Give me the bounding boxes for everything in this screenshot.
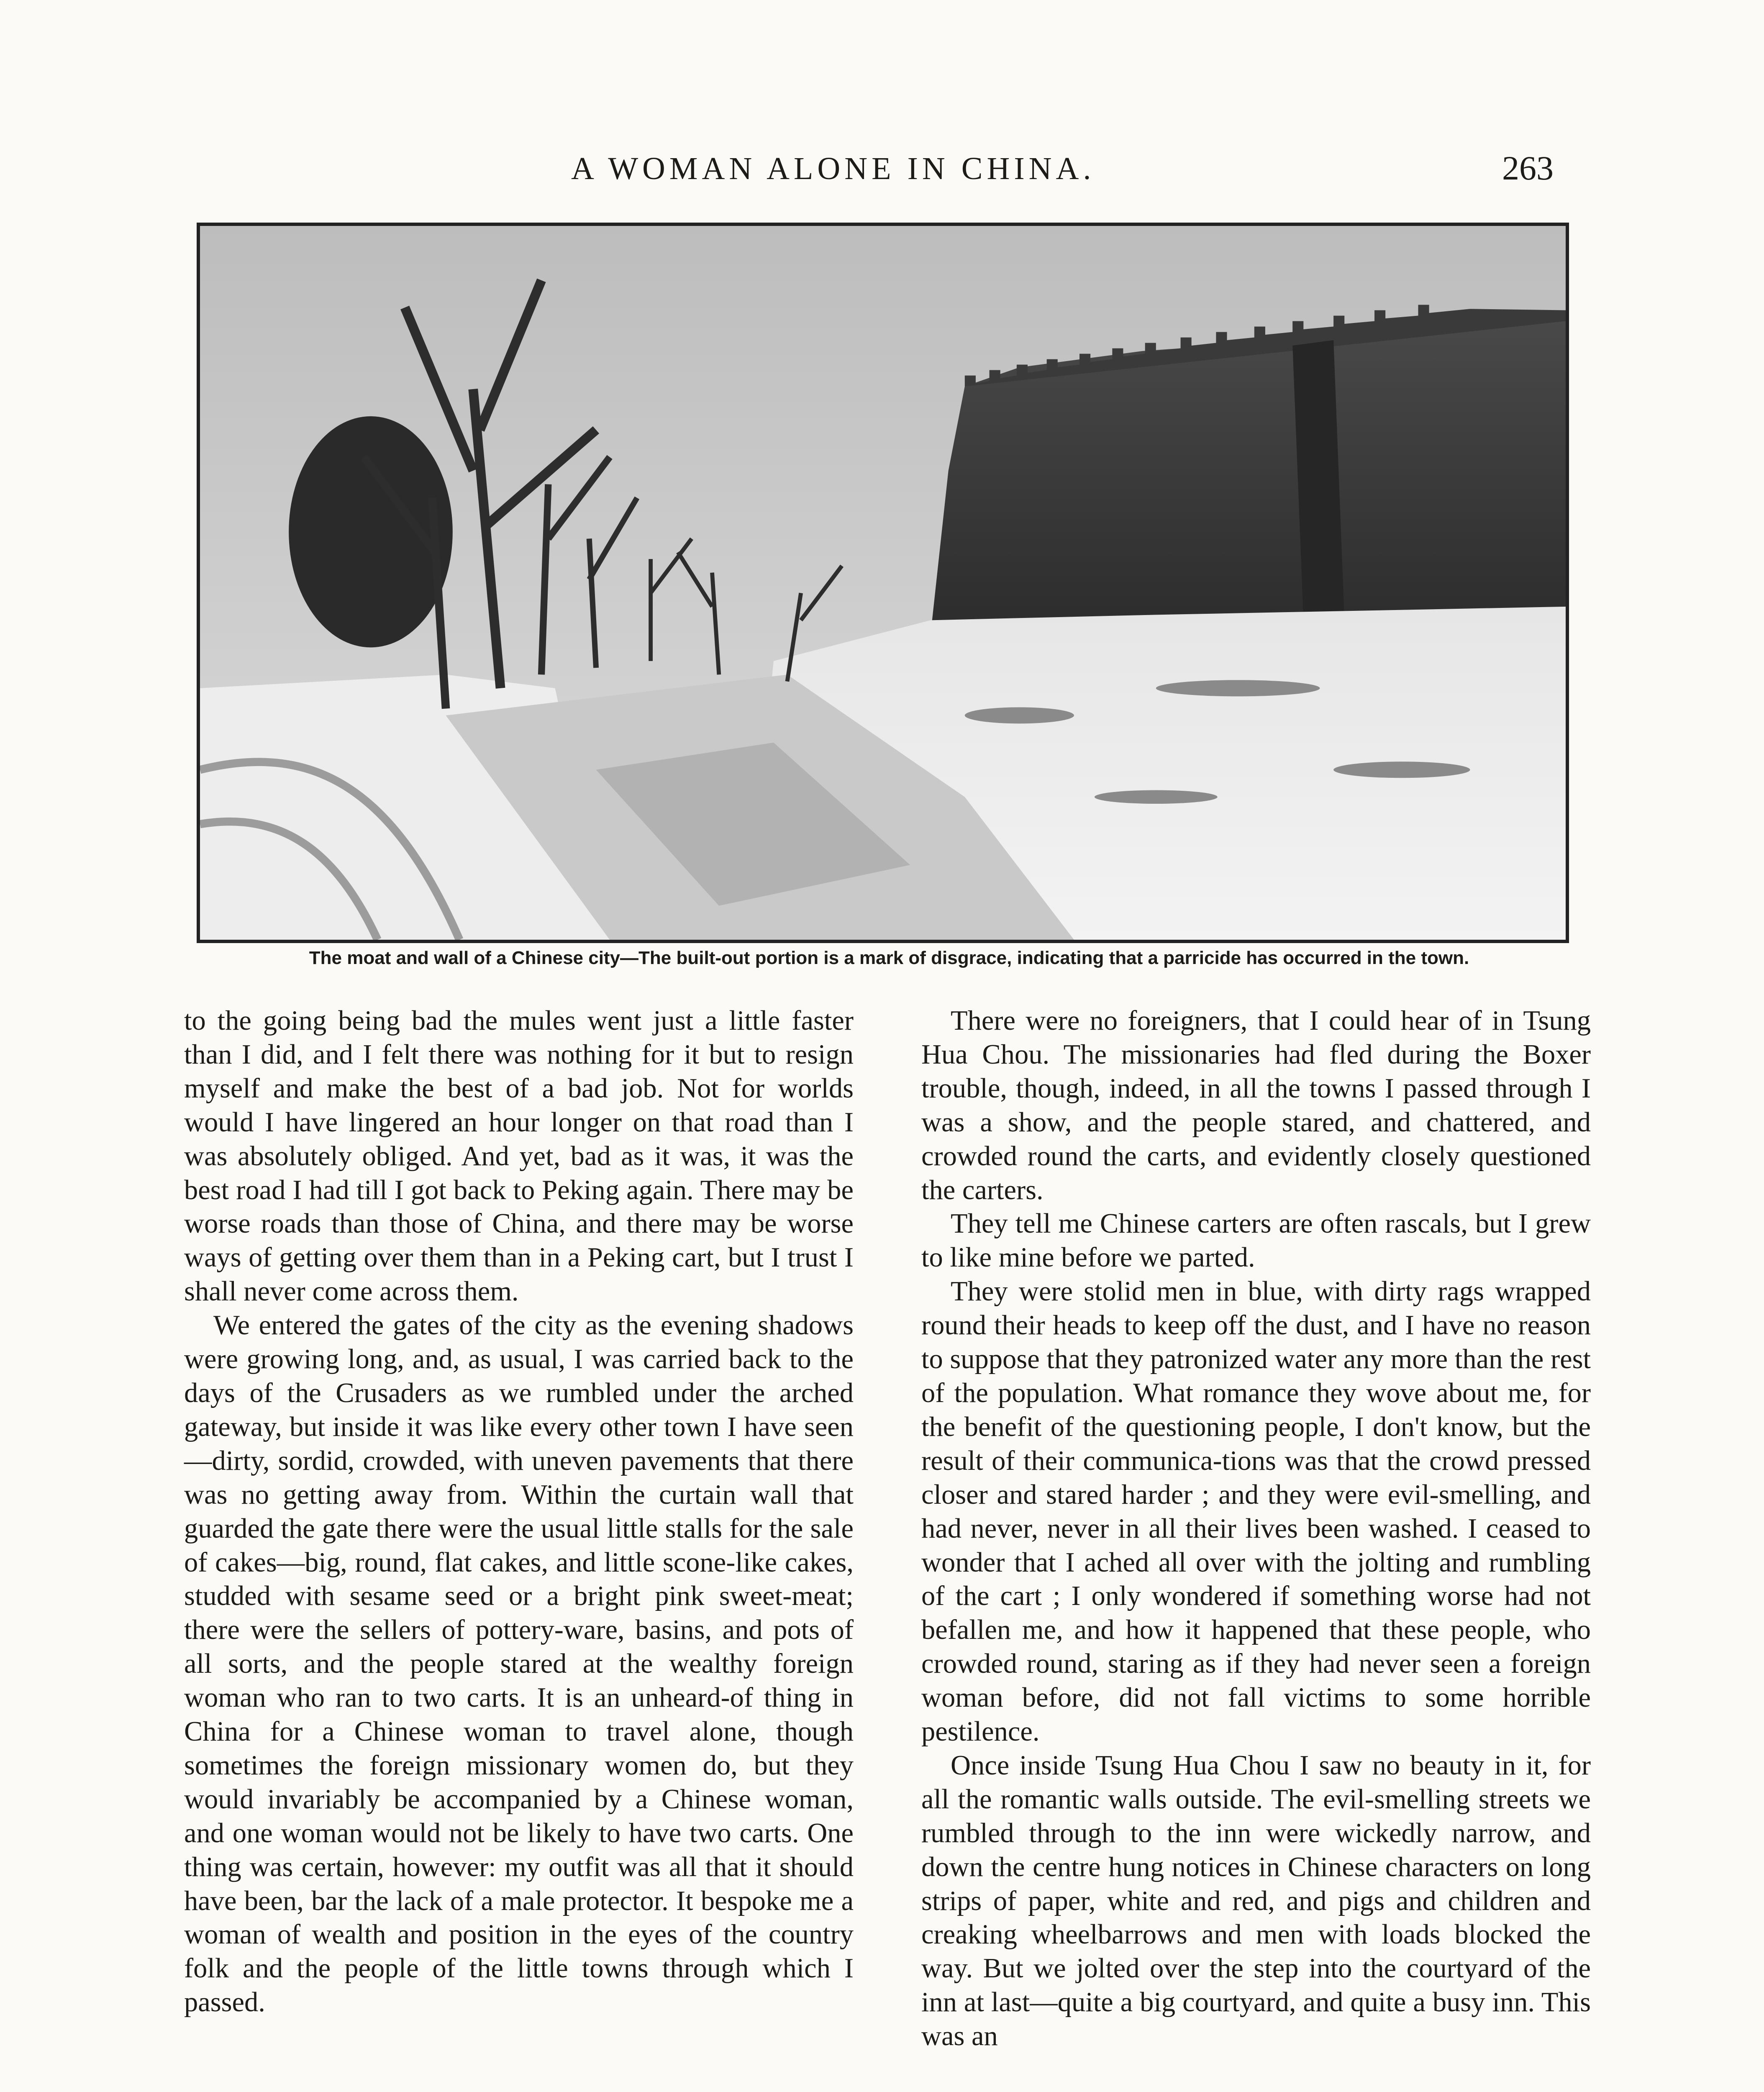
paragraph: Once inside Tsung Hua Chou I saw no beauty in it, for all the romantic walls outside. The evil-smelling streets we rumbled through to the inn were wickedly narrow, and down the centre hung notices in Chinese characters on long strips of paper, white and red, and pigs and children and creaking wheelbarrows and men with loads blocked the way. But we jolted over the step into the courtyard of the inn at last—quite a big courtyard, and quite a busy inn. This was an	[921, 1750, 1591, 2052]
dark-tree-foliage	[289, 416, 453, 647]
paragraph: to the going being bad the mules went just a little faster than I did, and I felt there was nothing for it but to resign myself and make the best of a bad job. Not for worlds would I have lingered an hour longer on that road than I was absolutely obliged. And yet, bad as it was, it was the best road I had till I got back to Peking again. There may be worse roads than those of China, and there may be worse ways of getting over them than in a Peking cart, but I trust I shall never come across them.	[184, 1005, 854, 1307]
page-number: 263	[1502, 149, 1554, 187]
paragraph: There were no foreigners, that I could hear of in Tsung Hua Chou. The missionaries had fled during the Boxer trouble, though, indeed, in all the towns I passed through I was a show, and the people stared, and chattered, and crowded round the carts, and evidently closely questioned the carters.	[921, 1005, 1591, 1205]
paragraph: They were stolid men in blue, with dirty rags wrapped round their heads to keep off the dust, and I have no reason to suppose that they patronized water any more than the rest of the population. What romance they wove about me, for the benefit of the questioning people, I don't know, but the result of their communica-tions was that the crowd pressed closer and stared harder ; and they were evil-smelling, and had never, never in all their lives been washed. I ceased to wonder that I ached all over with the jolting and rumbling of the cart ; I only wondered if something worse had not befallen me, and how it happened that these people, who crowded round, staring as if they had never seen a foreign woman before, did not fall victims to some horrible pestilence.	[921, 1276, 1591, 1747]
paragraph: We entered the gates of the city as the evening shadows were growing long, and, as usual, I was carried back to the days of the Crusaders as we rumbled under the arched gateway, but inside it was like every other town I have seen—dirty, sordid, crowded, with uneven pavements that there was no getting away from. Within the curtain wall that guarded the gate there were the usual little stalls for the sale of cakes—big, round, flat cakes, and little scone-like cakes, studded with sesame seed or a bright pink sweet-meat; there were the sellers of pottery-ware, basins, and pots of all sorts, and the people stared at the wealthy foreign woman who ran to two carts. It is an unheard-of thing in China for a Chinese woman to travel alone, though sometimes the foreign missionary women do, but they would invariably be accompanied by a Chinese woman, and one woman would not be likely to have two carts. One thing was certain, however: my outfit was all that it should have been, bar the lack of a male protector. It bespoke me a woman of wealth and position in the eyes of the country folk and the people of the little towns through which I passed.	[184, 1310, 854, 2018]
right-column	[921, 1004, 1591, 2054]
moat-and-wall-photo	[200, 226, 1566, 940]
running-title: A WOMAN ALONE IN CHINA.	[571, 151, 1095, 186]
figure-photograph	[197, 223, 1569, 943]
figure-caption: The moat and wall of a Chinese city—The built-out portion is a mark of disgrace, indicating that a parricide has occurred in the town.	[309, 948, 1469, 968]
paragraph: They tell me Chinese carters are often rascals, but I grew to like mine before we parted.	[921, 1208, 1591, 1273]
left-column	[184, 1004, 854, 2020]
